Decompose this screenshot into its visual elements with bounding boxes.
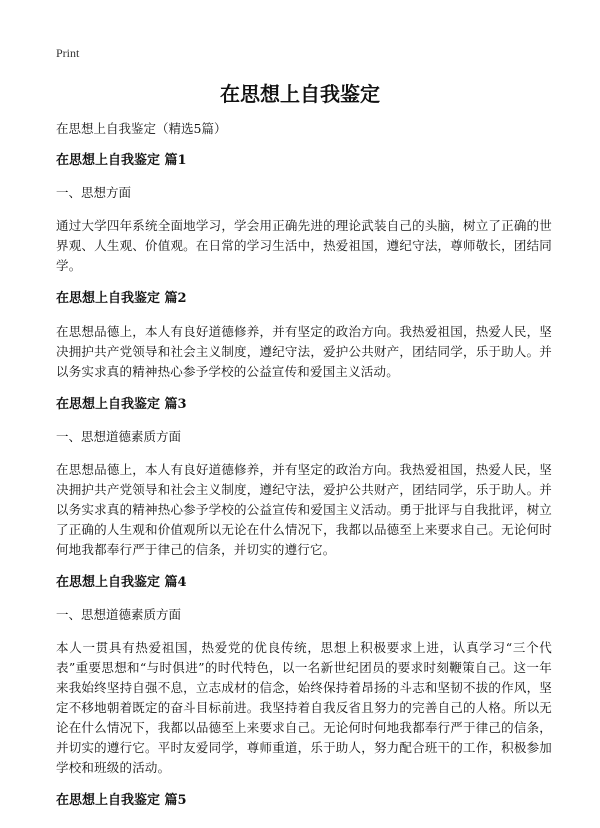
section-1 [56,152,552,276]
print-link[interactable]: Print [56,46,80,60]
section-2 [56,290,552,382]
section-subheading: 一、思想道德素质方面 [56,429,182,444]
section-paragraph: 通过大学四年系统全面地学习，学会用正确先进的理论武装自己的头脑，树立了正确的世界观、人生观、价值观。在日常的学习生活中，热爱祖国，遵纪守法，尊师敬长，团结同学。 [56,218,552,273]
document-body [56,120,552,824]
section-paragraph: 在思想品德上，本人有良好道德修养，并有坚定的政治方向。我热爱祖国，热爱人民，坚决拥护共产党领导和社会主义制度，遵纪守法，爱护公共财产，团结同学，乐于助人。并以务实求真的精神热心参予学校的公益宣传和爱国主义活动。勇于批评与自我批评，树立了正确的人生观和价值观所以无论在什么情况下，我都以品德至上来要求自己。无论何时何地我都奉行严于律己的信条，并切实的遵行它。 [56,462,552,557]
section-subheading: 一、思想道德素质方面 [56,607,182,622]
section-paragraph: 在思想品德上，本人有良好道德修养，并有坚定的政治方向。我热爱祖国，热爱人民，坚决拥护共产党领导和社会主义制度，遵纪守法，爱护公共财产，团结同学，乐于助人。并以务实求真的精神热心参予学校的公益宣传和爱国主义活动。 [56,324,552,379]
section-paragraph: 本人一贯具有热爱祖国，热爱党的优良传统，思想上积极要求上进，认真学习“三个代表”重要思想和“与时俱进”的时代特色，以一名新世纪团员的要求时刻鞭策自己。这一年来我始终坚持自强不息，立志成材的信念，始终保持着昂扬的斗志和坚韧不拔的作风，坚定不移地朝着既定的奋斗目标前进。我坚持着自我反省且努力的完善自己的人格。所以无论在什么情况下，我都以品德至上来要求自己。无论何时何地我都奉行严于律己的信条，并切实的遵行它。平时友爱同学，尊师重道，乐于助人，努力配合班干的工作，积极参加学校和班级的活动。 [56,640,552,775]
section-heading: 在思想上自我鉴定 篇2 [56,291,187,306]
section-subheading: 一、思想方面 [56,185,132,200]
section-4 [56,574,552,778]
section-heading: 在思想上自我鉴定 篇1 [56,153,187,168]
document-title: 在思想上自我鉴定 [220,82,380,106]
section-heading: 在思想上自我鉴定 篇4 [56,575,187,590]
document-subtitle: 在思想上自我鉴定（精选5篇） [56,121,227,136]
section-heading: 在思想上自我鉴定 篇5 [56,793,187,808]
section-5 [56,792,552,810]
section-heading: 在思想上自我鉴定 篇3 [56,397,187,412]
section-3 [56,396,552,560]
